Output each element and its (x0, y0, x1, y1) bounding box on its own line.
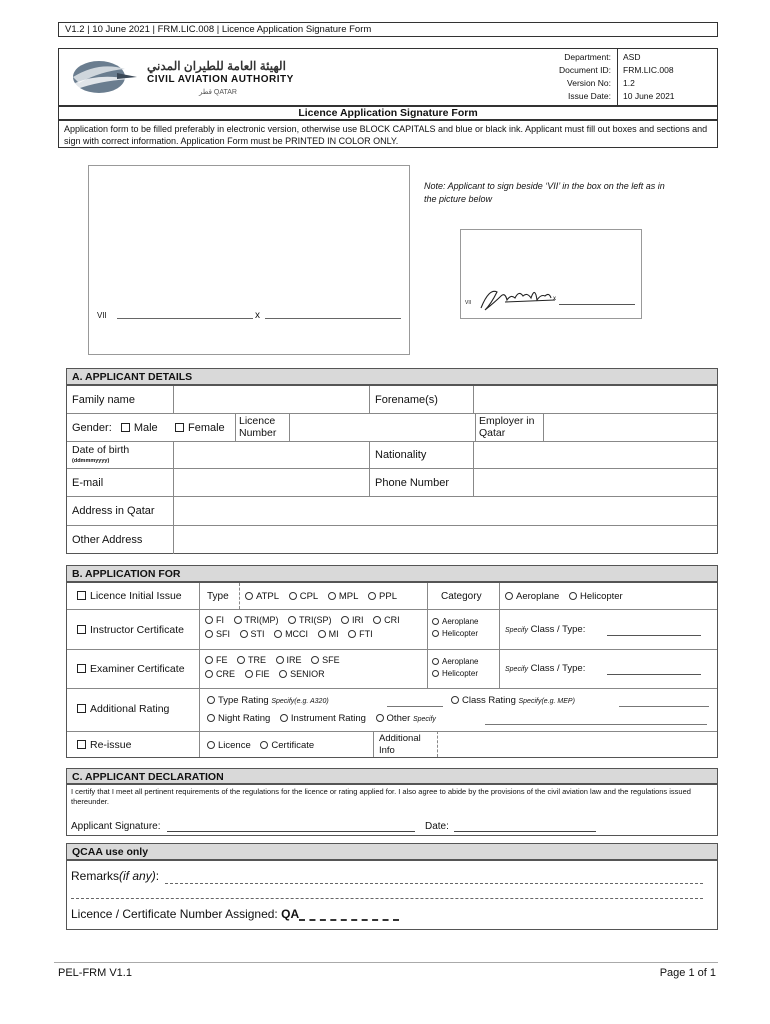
forenames-field[interactable] (474, 387, 716, 412)
female-option (175, 422, 225, 434)
additional-rating-option (77, 703, 169, 715)
forenames-label: Forename(s) (375, 394, 438, 406)
examiner-row1: FE TRE IRE SFE (205, 655, 347, 665)
sample-signature-image (475, 282, 565, 316)
meta-table (557, 49, 719, 105)
form-title: Licence Application Signature Form (298, 107, 478, 119)
additional-info-label: Additional Info (379, 733, 421, 756)
meta-value-docid: FRM.LIC.008 (623, 65, 674, 75)
mi-radio[interactable] (318, 630, 326, 638)
meta-value-issue: 10 June 2021 (623, 91, 675, 101)
family-name-field[interactable] (174, 387, 368, 412)
cpl-radio[interactable] (289, 592, 297, 600)
instructor-helicopter-radio[interactable] (432, 630, 439, 637)
instructions-box (58, 120, 718, 148)
examiner-class-type: Specify Class / Type: (505, 663, 586, 674)
examiner-cat-helicopter: Helicopter (432, 669, 478, 678)
date-label: Date: (425, 821, 449, 832)
ppl-radio[interactable] (368, 592, 376, 600)
male-checkbox[interactable] (121, 423, 130, 432)
mpl-radio[interactable] (328, 592, 336, 600)
fe-radio[interactable] (205, 656, 213, 664)
meta-label-issue: Issue Date: (568, 91, 611, 101)
section-a-header: A. APPLICANT DETAILS (66, 368, 718, 385)
additional-rating-checkbox[interactable] (77, 704, 86, 713)
instructor-class-type: Specify Class / Type: (505, 624, 586, 635)
remarks-field-line2[interactable] (71, 898, 703, 899)
top-banner (58, 22, 718, 37)
reissue-licence-radio[interactable] (207, 741, 215, 749)
instructor-aeroplane-radio[interactable] (432, 618, 439, 625)
family-name-label: Family name (72, 394, 135, 406)
signature-vii: VII (97, 311, 107, 320)
fti-radio[interactable] (348, 630, 356, 638)
instructor-option (77, 624, 184, 636)
reissue-option (77, 739, 131, 751)
meta-label-docid: Document ID: (559, 65, 611, 75)
examiner-option (77, 663, 185, 675)
sample-vii: VII (465, 300, 472, 306)
address-qatar-field[interactable] (174, 497, 716, 524)
caa-logo (69, 55, 139, 99)
footer-left: PEL-FRM V1.1 (58, 967, 132, 979)
applicant-signature-field[interactable] (167, 831, 415, 832)
date-field[interactable] (454, 831, 596, 832)
licence-number-label: Licence Number (239, 415, 277, 439)
sample-x: x (553, 296, 556, 302)
qcaa-header: QCAA use only (66, 843, 718, 860)
footer-divider (54, 962, 718, 963)
instructor-label: Instructor Certificate (90, 624, 184, 636)
class-rating-radio[interactable] (451, 696, 459, 704)
meta-value-department: ASD (623, 52, 641, 62)
instructor-cat-aeroplane: Aeroplane (432, 617, 478, 626)
type-rating-field[interactable] (387, 706, 443, 707)
tre-radio[interactable] (237, 656, 245, 664)
dob-field[interactable] (174, 442, 368, 467)
section-a-table (66, 385, 718, 554)
gender-label: Gender: Male (72, 422, 158, 434)
meta-label-version: Version No: (567, 78, 611, 88)
dob-label: Date of birth (72, 444, 130, 456)
logo-arabic: الهيئة العامة للطيران المدني (147, 59, 286, 73)
instructor-row1: FI TRI(MP) TRI(SP) IRI CRI (205, 615, 407, 625)
ire-radio[interactable] (276, 656, 284, 664)
trimp-radio[interactable] (234, 616, 242, 624)
declaration-text: I certify that I meet all pertinent requirements of the regulations for the licence or rating applied for. I also agree to abide by the provisions of the civil aviation law and the regulations issued thereunder. (71, 787, 691, 806)
form-title-bar (58, 106, 718, 120)
type-rating-radio[interactable] (207, 696, 215, 704)
logo-english: CIVIL AVIATION AUTHORITY (147, 74, 294, 85)
examiner-class-type-field[interactable] (607, 674, 701, 675)
qcaa-body (66, 860, 718, 930)
cri-radio[interactable] (373, 616, 381, 624)
female-label: Female (188, 422, 225, 434)
section-c-header: C. APPLICANT DECLARATION (66, 768, 718, 784)
class-rating-option: Class Rating Specify(e.g. MEP) (451, 695, 575, 706)
examiner-label: Examiner Certificate (90, 663, 185, 675)
licence-number-field[interactable] (290, 414, 474, 440)
other-address-label: Other Address (72, 534, 143, 546)
female-checkbox[interactable] (175, 423, 184, 432)
instructor-cat-helicopter: Helicopter (432, 629, 478, 638)
instructor-class-type-field[interactable] (607, 635, 701, 636)
section-b-table (66, 582, 718, 758)
other-rating-radio[interactable] (376, 714, 384, 722)
header-block (58, 48, 718, 106)
fi-radio[interactable] (205, 616, 213, 624)
meta-value-version: 1.2 (623, 78, 635, 88)
additional-info-field[interactable] (439, 732, 717, 756)
other-rating-field[interactable] (485, 724, 707, 725)
nationality-label: Nationality (375, 449, 427, 461)
atpl-radio[interactable] (245, 592, 253, 600)
address-qatar-label: Address in Qatar (72, 505, 155, 517)
dob-format: (ddmmmyyyy) (72, 458, 110, 464)
sfi-radio[interactable] (205, 630, 213, 638)
class-rating-field[interactable] (619, 706, 709, 707)
employer-field[interactable] (544, 414, 716, 440)
instructions-text: Application form to be filled preferably in electronic version, otherwise use BLOCK CAPITALS and blue or black ink. Applicant must fill out boxes and sections and sign with correct information. Application Form must be PRINTED IN COLOR ONLY. (64, 124, 708, 146)
other-address-field[interactable] (174, 526, 716, 553)
instructor-row2: SFI STI MCCI MI FTI (205, 629, 380, 639)
section-c-body (66, 784, 718, 836)
licence-assigned-field[interactable] (299, 919, 399, 921)
sti-radio[interactable] (240, 630, 248, 638)
rating-row2: Night Rating Instrument Rating Other Specify (207, 713, 443, 724)
examiner-helicopter-radio[interactable] (432, 670, 439, 677)
initial-issue-checkbox[interactable] (77, 591, 86, 600)
banner-text: V1.2 | 10 June 2021 | FRM.LIC.008 | Licence Application Signature Form (65, 24, 372, 35)
reissue-certificate-radio[interactable] (260, 741, 268, 749)
licence-assigned-label: Licence / Certificate Number Assigned: QA (71, 907, 300, 921)
nationality-field[interactable] (474, 442, 716, 467)
email-field[interactable] (174, 469, 368, 495)
category-label: Category (441, 591, 482, 602)
additional-rating-label: Additional Rating (90, 703, 170, 715)
examiner-row2: CRE FIE SENIOR (205, 669, 332, 679)
night-rating-radio[interactable] (207, 714, 215, 722)
email-label: E-mail (72, 477, 104, 489)
examiner-cat-aeroplane: Aeroplane (432, 657, 478, 666)
iri-radio[interactable] (341, 616, 349, 624)
type-rating-option: Type Rating Specify(e.g. A320) (207, 695, 329, 706)
remarks-field[interactable] (165, 883, 703, 884)
logo-sub: قطر QATAR (199, 89, 237, 96)
initial-issue-label: Licence Initial Issue (90, 590, 182, 602)
phone-field[interactable] (474, 469, 716, 495)
male-label: Male (133, 422, 158, 434)
trisp-radio[interactable] (288, 616, 296, 624)
mcci-radio[interactable] (274, 630, 282, 638)
signature-note: Note: Applicant to sign beside ‘VII’ in the box on the left as in the picture below (424, 181, 665, 204)
footer-right: Page 1 of 1 (659, 967, 716, 979)
qa-prefix: QA (281, 907, 300, 921)
reissue-options: Licence Certificate (207, 740, 321, 751)
applicant-signature-label: Applicant Signature: (71, 821, 161, 832)
section-b-header: B. APPLICATION FOR (66, 565, 718, 582)
type-options: ATPL CPL MPL PPL (245, 591, 404, 602)
category-options: Aeroplane Helicopter (505, 591, 630, 602)
signature-x: x (255, 310, 260, 321)
remarks-label: Remarks(if any): (71, 869, 160, 883)
reissue-label: Re-issue (90, 739, 132, 751)
examiner-checkbox[interactable] (77, 664, 86, 673)
cre-radio[interactable] (205, 670, 213, 678)
sfe-radio[interactable] (311, 656, 319, 664)
initial-issue-option (77, 590, 182, 602)
examiner-aeroplane-radio[interactable] (432, 658, 439, 665)
senior-radio[interactable] (279, 670, 287, 678)
helicopter-radio[interactable] (569, 592, 577, 600)
sample-signature-box (460, 229, 642, 319)
meta-label-department: Department: (564, 52, 611, 62)
employer-label: Employer in Qatar (479, 415, 535, 439)
instructor-checkbox[interactable] (77, 625, 86, 634)
phone-label: Phone Number (375, 477, 449, 489)
signature-box[interactable] (88, 165, 410, 355)
fie-radio[interactable] (245, 670, 253, 678)
type-label: Type (207, 591, 229, 602)
aeroplane-radio[interactable] (505, 592, 513, 600)
instrument-rating-radio[interactable] (280, 714, 288, 722)
reissue-checkbox[interactable] (77, 740, 86, 749)
